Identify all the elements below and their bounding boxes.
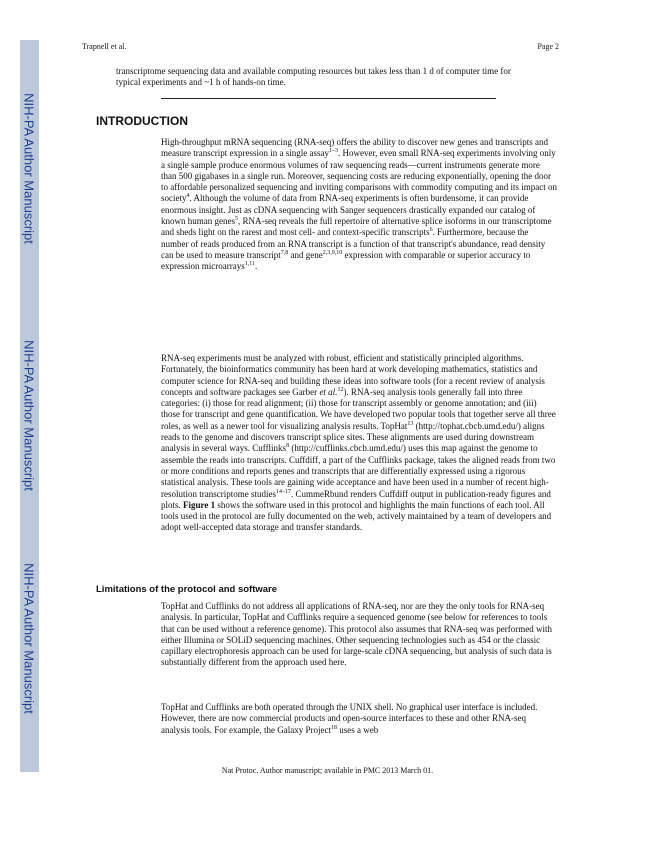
section-divider (161, 98, 496, 99)
page-footer: Nat Protoc. Author manuscript; available in PMC 2013 March 01. (221, 766, 434, 775)
paragraph-3: TopHat and Cufflinks do not address all applications of RNA-seq, nor are they the only tools for RNA-seq analysis. In particular, TopHat and Cufflinks require a sequenced genome (see below for references to tools that can be used without a reference genome). This protocol also assumes that RNA-seq was performed with either Illumina or SOLiD sequencing machines. Other sequencing technologies such as 454 or the classic capillary electrophoresis approach can be used for large-scale cDNA sequencing, but analysis of such data is substantially different from the approach used here. (161, 601, 552, 668)
page-number: Page 2 (537, 42, 559, 51)
paragraph-2: RNA-seq experiments must be analyzed with robust, efficient and statistically principled algorithms. Fortunately, the bioinformatics community has been hard at work developing mathematics, statistics and computer science for RNA-seq and building these ideas into software tools (for a recent review of analysis concepts and software packages see Garber et al.$^{12}$). RNA-seq analysis tools generally fall into three categories: (i) those for read alignment; (ii) those for transcript assembly or genome annotation; and (iii) those for transcript and gene quantification. We have developed two popular tools that together serve all three roles, as well as a newer tool for visualizing analysis results. TopHat$^{13}$ (http://tophat.cbcb.umd.edu/) aligns reads to the genome and discovers transcript splice sites. These alignments are used during downstream analysis in several ways. Cufflinks$^8$ (http://cufflinks.cbcb.umd.edu/) uses this map against the genome to assemble the reads into transcripts. Cuffdiff, a part of the Cufflinks package, takes the aligned reads from two or more conditions and reports genes and transcripts that are differentially expressed using a rigorous statistical analysis. These tools are gaining wide acceptance and have been used in a number of recent high-resolution transcriptome studies$^{14-17}$. CummeRbund renders Cuffdiff output in publication-ready figures and plots. Figure 1 shows the software used in this protocol and highlights the main functions of each tool. All tools used in the protocol are fully documented on the web, actively maintained by a team of developers and adopt well-accepted data storage and transfer standards. (161, 353, 556, 533)
paragraph-4: TopHat and Cufflinks are both operated through the UNIX shell. No graphical user interface is included. However, there are now commercial products and open-source interfaces to these and other RNA-seq analysis tools. For example, the Galaxy Project$^{18}$ uses a web (161, 702, 538, 735)
running-header-authors: Trapnell et al. (82, 42, 127, 51)
paragraph-1: High-throughput mRNA sequencing (RNA-seq) offers the ability to discover new genes and transcripts and measure transcript expression in a single assay$^{1-3}$. However, even small RNA-seq experiments involving only a single sample produce enormous volumes of raw sequencing reads—current instruments generate more than 500 gigabases in a single run. Moreover, sequencing costs are reducing exponentially, opening the door to affordable personalized sequencing and inviting comparisons with commodity computing and its impact on society$^4$. Although the volume of data from RNA-seq experiments is often burdensome, it can provide enormous insight. Just as cDNA sequencing with Sanger sequencers drastically expanded our catalog of known human genes$^5$, RNA-seq reveals the full repertoire of alternative splice isoforms in our transcriptome and sheds light on the rarest and most cell- and context-specific transcripts$^6$. Furthermore, because the number of reads produced from an RNA transcript is a function of that transcript's abundance, read density can be used to measure transcript$^{7,8}$ and gene$^{2,3,9,10}$ expression with comparable or superior accuracy to expression microarrays$^{1,11}$. (161, 137, 557, 272)
sidebar-label-bottom: NIH-PA Author Manuscript (21, 563, 37, 714)
abstract-continuation: transcriptome sequencing data and available computing resources but takes less than 1 d of computer time for typical experiments and ~1 h of hands-on time. (116, 66, 511, 88)
sidebar-label-top: NIH-PA Author Manuscript (21, 93, 37, 244)
section-heading-introduction: INTRODUCTION (96, 114, 188, 128)
subsection-heading-limitations: Limitations of the protocol and software (96, 584, 278, 595)
sidebar-label-middle: NIH-PA Author Manuscript (21, 340, 37, 491)
